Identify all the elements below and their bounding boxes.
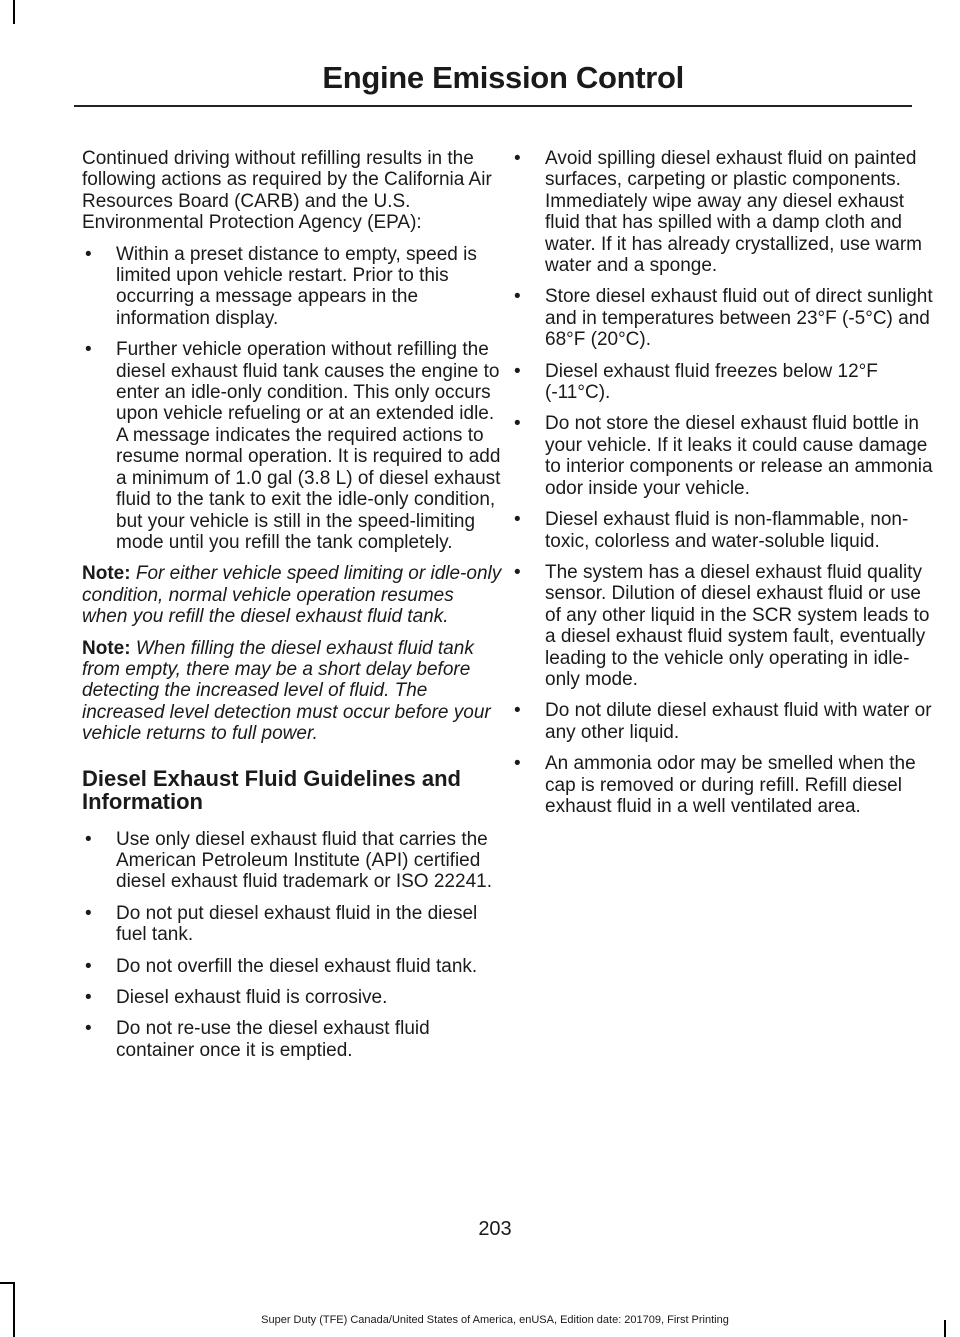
intro-paragraph: Continued driving without refilling results in the following actions as required by the California Air Resources Board (CARB) and the U.S. Environmental Protection Agency (EPA): (82, 148, 492, 234)
crop-mark-bottom-left-tick (0, 1282, 15, 1284)
list-item: • Do not overfill the diesel exhaust fluid tank. (82, 956, 504, 977)
header-divider (74, 105, 912, 107)
list-item: • Diesel exhaust fluid is non-flammable, non-toxic, colorless and water-soluble liquid. (511, 509, 933, 552)
crop-mark-top-left (13, 0, 15, 24)
note-paragraph (82, 563, 504, 627)
note-text: When filling the diesel exhaust fluid tank from empty, there may be a short delay before detecting the increased level of fluid. The increased level detection must occur before your vehicle returns to full power. (82, 637, 491, 745)
list-item: • Within a preset distance to empty, speed is limited upon vehicle restart. Prior to this occurring a message appears in the information display. (82, 244, 504, 330)
section-heading: Diesel Exhaust Fluid Guidelines and Information (82, 765, 461, 814)
note-text: For either vehicle speed limiting or idle-only condition, normal vehicle operation resumes when you refill the diesel exhaust fluid tank. (82, 563, 502, 628)
list-item: • Do not store the diesel exhaust fluid bottle in your vehicle. If it leaks it could cause damage to interior components or release an ammonia odor inside your vehicle. (511, 413, 933, 499)
action-list (82, 244, 504, 554)
guideline-list (82, 829, 504, 1062)
list-item: • Do not dilute diesel exhaust fluid with water or any other liquid. (511, 700, 933, 743)
page-number: 203 (478, 1218, 512, 1240)
list-item: • Diesel exhaust fluid is corrosive. (82, 987, 504, 1008)
list-item: • Use only diesel exhaust fluid that carries the American Petroleum Institute (API) certified diesel exhaust fluid trademark or ISO 22241. (82, 829, 504, 893)
list-item: • Avoid spilling diesel exhaust fluid on painted surfaces, carpeting or plastic components. Immediately wipe away any diesel exhaust fluid that has spilled with a damp cloth and water. If it has already crystallized, use warm water and a sponge. (511, 148, 933, 276)
footer-edition-info: Super Duty (TFE) Canada/United States of America, enUSA, Edition date: 201709, First Printing (261, 1314, 729, 1326)
left-column (82, 148, 504, 1071)
page-title: Engine Emission Control (322, 60, 684, 95)
list-item: • Do not put diesel exhaust fluid in the diesel fuel tank. (82, 903, 504, 946)
list-item: • Further vehicle operation without refilling the diesel exhaust fluid tank causes the engine to enter an idle-only condition. This only occurs upon vehicle refueling or at an extended idle. A message indicates the required actions to resume normal operation. It is required to add a minimum of 1.0 gal (3.8 L) of diesel exhaust fluid to the tank to exit the idle-only condition, but your vehicle is still in the speed-limiting mode until you refill the tank completely. (82, 339, 504, 553)
guideline-list-continued (511, 148, 933, 817)
note-label: Note: (82, 563, 131, 585)
list-item: • The system has a diesel exhaust fluid quality sensor. Dilution of diesel exhaust fluid or use of any other liquid in the SCR system leads to a diesel exhaust fluid system fault, eventually leading to the vehicle only operating in idle-only mode. (511, 562, 933, 690)
list-item: • Store diesel exhaust fluid out of direct sunlight and in temperatures between 23°F (-5°C) and 68°F (20°C). (511, 286, 933, 350)
list-item: • Diesel exhaust fluid freezes below 12°F (-11°C). (511, 361, 933, 404)
right-column (511, 148, 933, 827)
list-item: • An ammonia odor may be smelled when the cap is removed or during refill. Refill diesel exhaust fluid in a well ventilated area. (511, 753, 933, 817)
list-item: • Do not re-use the diesel exhaust fluid container once it is emptied. (82, 1018, 504, 1061)
note-label: Note: (82, 637, 131, 659)
note-paragraph (82, 638, 504, 745)
crop-mark-bottom-left (13, 1282, 15, 1337)
